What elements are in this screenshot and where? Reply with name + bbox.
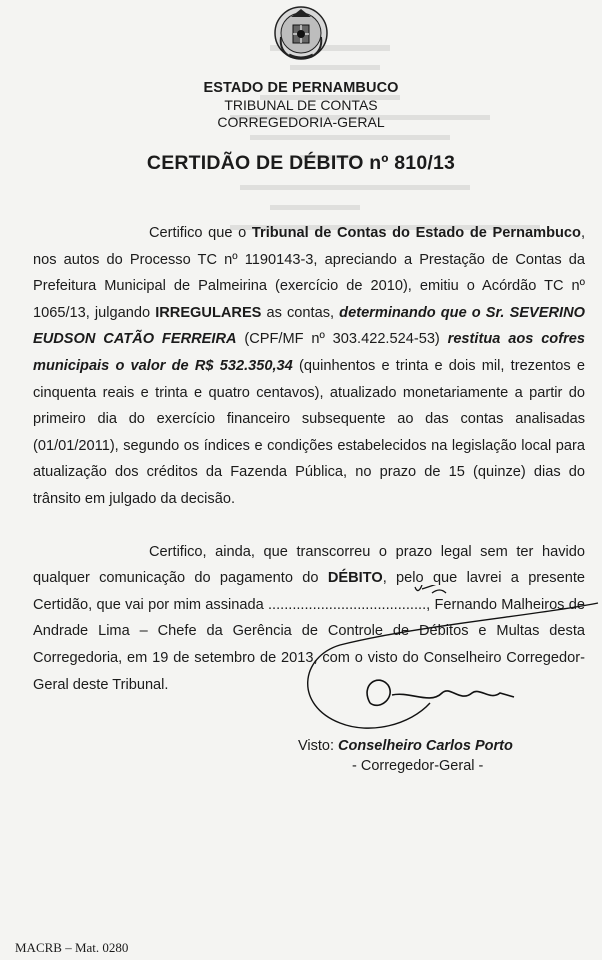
p1-text-1: Certifico que o bbox=[149, 225, 252, 241]
header-state: ESTADO DE PERNAMBUCO bbox=[203, 80, 399, 96]
p1-text-2: , nos autos do Processo TC nº 1190143-3, apreciando a Prestação de Contas da Prefeitura Municipal de Palmeirina (exercício de 2010), emitiu o Acórdão TC nº 1065/13, julgando bbox=[33, 225, 585, 321]
header-court: TRIBUNAL DE CONTAS bbox=[224, 97, 378, 113]
visto-label: Visto: bbox=[298, 738, 339, 754]
p1-text-5: (quinhentos e trinta e dois mil, trezentos e cinquenta reais e trinta e quatro centavos), atualizado monetariamente a partir do primeiro dia do exercício financeiro subsequente ao das contas analisadas (01/01/2011), segundo os índices e condições estabelecidos na legislação local para atualização dos créditos da Fazenda Pública, no prazo de 15 (quinze) dias do trânsito em julgado da decisão. bbox=[33, 357, 586, 507]
visto-line bbox=[298, 738, 513, 754]
signatory-role: - Corregedor-Geral - bbox=[352, 758, 484, 774]
p1-bold-1: Tribunal de Contas do Estado de Pernambuco bbox=[251, 225, 581, 241]
document-title: CERTIDÃO DE DÉBITO nº 810/13 bbox=[146, 152, 456, 174]
p1-bold-2: IRREGULARES bbox=[155, 304, 262, 321]
state-coat-of-arms-icon bbox=[273, 3, 329, 63]
p1-text-4: (CPF/MF nº 303.422.524-53) bbox=[236, 331, 448, 348]
paragraph-1 bbox=[33, 220, 585, 513]
p2-bold-1: DÉBITO bbox=[327, 570, 383, 587]
p1-text-3: as contas, bbox=[261, 304, 340, 321]
signatory-name: Conselheiro Carlos Porto bbox=[338, 738, 513, 754]
footer-code: MACRB – Mat. 0280 bbox=[15, 940, 129, 955]
p1-bold-italic-1: determinando que o Sr. SEVERINO EUDSON CATÃO FERREIRA bbox=[33, 304, 585, 348]
handwritten-signature bbox=[300, 585, 600, 740]
p2-text-2: , pelo que lavrei a presente Certidão, que vai por mim assinada ......................................., Fernando Malheiros de Andrade Lima – Chefe da Gerência de Controle de Débitos e Multas desta Corregedoria, em 19 de setembro de 2013, com o visto do Conselheiro Corregedor-Geral deste Tribunal. bbox=[33, 570, 585, 693]
p2-text-1: Certifico, ainda, que transcorreu o prazo legal sem ter havido qualquer comunicação do pagamento do bbox=[33, 543, 585, 587]
p1-bold-italic-2: restitua aos cofres municipais o valor de R$ 532.350,34 bbox=[33, 331, 585, 374]
header-department: CORREGEDORIA-GERAL bbox=[217, 114, 385, 130]
